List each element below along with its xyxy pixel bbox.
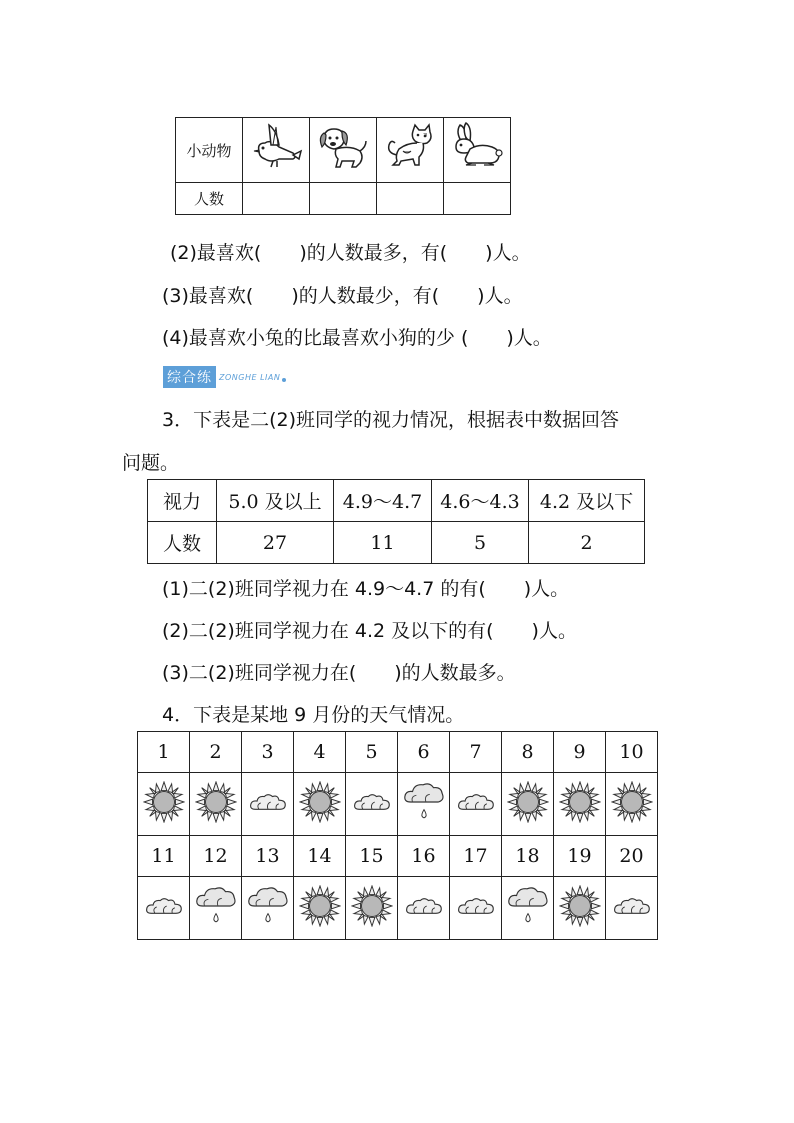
day-number: 5 [346,732,398,773]
question-2: (2)最喜欢( )的人数最多，有( )人。 [170,242,531,264]
rabbit-icon [450,121,504,175]
weather-cell [242,877,294,940]
animal-cell-rabbit [444,118,511,183]
day-number: 19 [554,836,606,877]
section-sublabel: ZONGHE LIAN [219,372,281,382]
weather-cell [450,877,502,940]
weather-cell [398,877,450,940]
sunny-icon [559,781,601,823]
weather-cell [190,877,242,940]
weather-cell [138,773,190,836]
cloudy-icon [456,895,496,917]
sunny-icon [351,885,393,927]
weather-cell [398,773,450,836]
day-number: 16 [398,836,450,877]
animal-cell-cat [377,118,444,183]
dog-icon [316,121,370,175]
q3-line1: 3．下表是二(2)班同学的视力情况，根据表中数据回答 [162,409,620,431]
day-number: 4 [294,732,346,773]
animal-table [175,117,511,215]
weather-cell [554,773,606,836]
weather-cell [554,877,606,940]
vision-header: 5.0 及以上 [217,480,334,522]
rainy-icon [507,885,549,927]
cloudy-icon [612,895,652,917]
sunny-icon [195,781,237,823]
weather-cell [450,773,502,836]
animal-cell-dog [310,118,377,183]
animal-cell-bird [243,118,310,183]
weather-cell [502,773,554,836]
weather-cell [606,773,658,836]
weather-cell [502,877,554,940]
day-number: 12 [190,836,242,877]
sunny-icon [143,781,185,823]
day-number: 2 [190,732,242,773]
day-number: 9 [554,732,606,773]
cloudy-icon [404,895,444,917]
weather-cell [138,877,190,940]
vision-row-label: 人数 [148,522,217,564]
count-row-label: 人数 [176,183,243,215]
vision-header: 视力 [148,480,217,522]
sunny-icon [299,781,341,823]
cloudy-icon [456,791,496,813]
day-number: 7 [450,732,502,773]
vision-header: 4.2 及以下 [529,480,645,522]
rainy-icon [195,885,237,927]
question-4: (4)最喜欢小兔的比最喜欢小狗的少 ( )人。 [162,327,552,349]
day-number: 10 [606,732,658,773]
sunny-icon [507,781,549,823]
cloudy-icon [144,895,184,917]
vision-header: 4.6～4.3 [432,480,529,522]
sunny-icon [299,885,341,927]
weather-cell [242,773,294,836]
day-number: 17 [450,836,502,877]
vision-value: 27 [217,522,334,564]
q3-sub3: (3)二(2)班同学视力在( )的人数最多。 [162,662,516,684]
day-number: 1 [138,732,190,773]
day-number: 14 [294,836,346,877]
vision-value: 11 [334,522,432,564]
bird-icon [249,121,303,175]
q4-title: 4．下表是某地 9 月份的天气情况。 [162,704,465,726]
day-number: 11 [138,836,190,877]
weather-table [137,731,658,940]
day-number: 8 [502,732,554,773]
animal-row-label: 小动物 [176,118,243,183]
vision-table [147,479,645,564]
day-number: 20 [606,836,658,877]
weather-cell [606,877,658,940]
q3-sub2: (2)二(2)班同学视力在 4.2 及以下的有( )人。 [162,620,577,642]
day-number: 3 [242,732,294,773]
day-number: 6 [398,732,450,773]
section-label: 综合练 [163,366,216,388]
q3-line2: 问题。 [122,452,180,474]
weather-cell [294,773,346,836]
weather-cell [346,877,398,940]
day-number: 15 [346,836,398,877]
day-number: 13 [242,836,294,877]
weather-cell [190,773,242,836]
cat-icon [383,121,437,175]
cloudy-icon [352,791,392,813]
section-banner [163,367,286,387]
question-3: (3)最喜欢( )的人数最少，有( )人。 [162,285,523,307]
day-number: 18 [502,836,554,877]
vision-value: 5 [432,522,529,564]
vision-value: 2 [529,522,645,564]
count-cell[interactable] [444,183,511,215]
rainy-icon [247,885,289,927]
pin-icon [282,378,286,382]
count-cell[interactable] [310,183,377,215]
weather-cell [346,773,398,836]
weather-cell [294,877,346,940]
rainy-icon [403,781,445,823]
count-cell[interactable] [243,183,310,215]
vision-header: 4.9～4.7 [334,480,432,522]
sunny-icon [559,885,601,927]
count-cell[interactable] [377,183,444,215]
q3-sub1: (1)二(2)班同学视力在 4.9～4.7 的有( )人。 [162,578,570,600]
sunny-icon [611,781,653,823]
cloudy-icon [248,791,288,813]
